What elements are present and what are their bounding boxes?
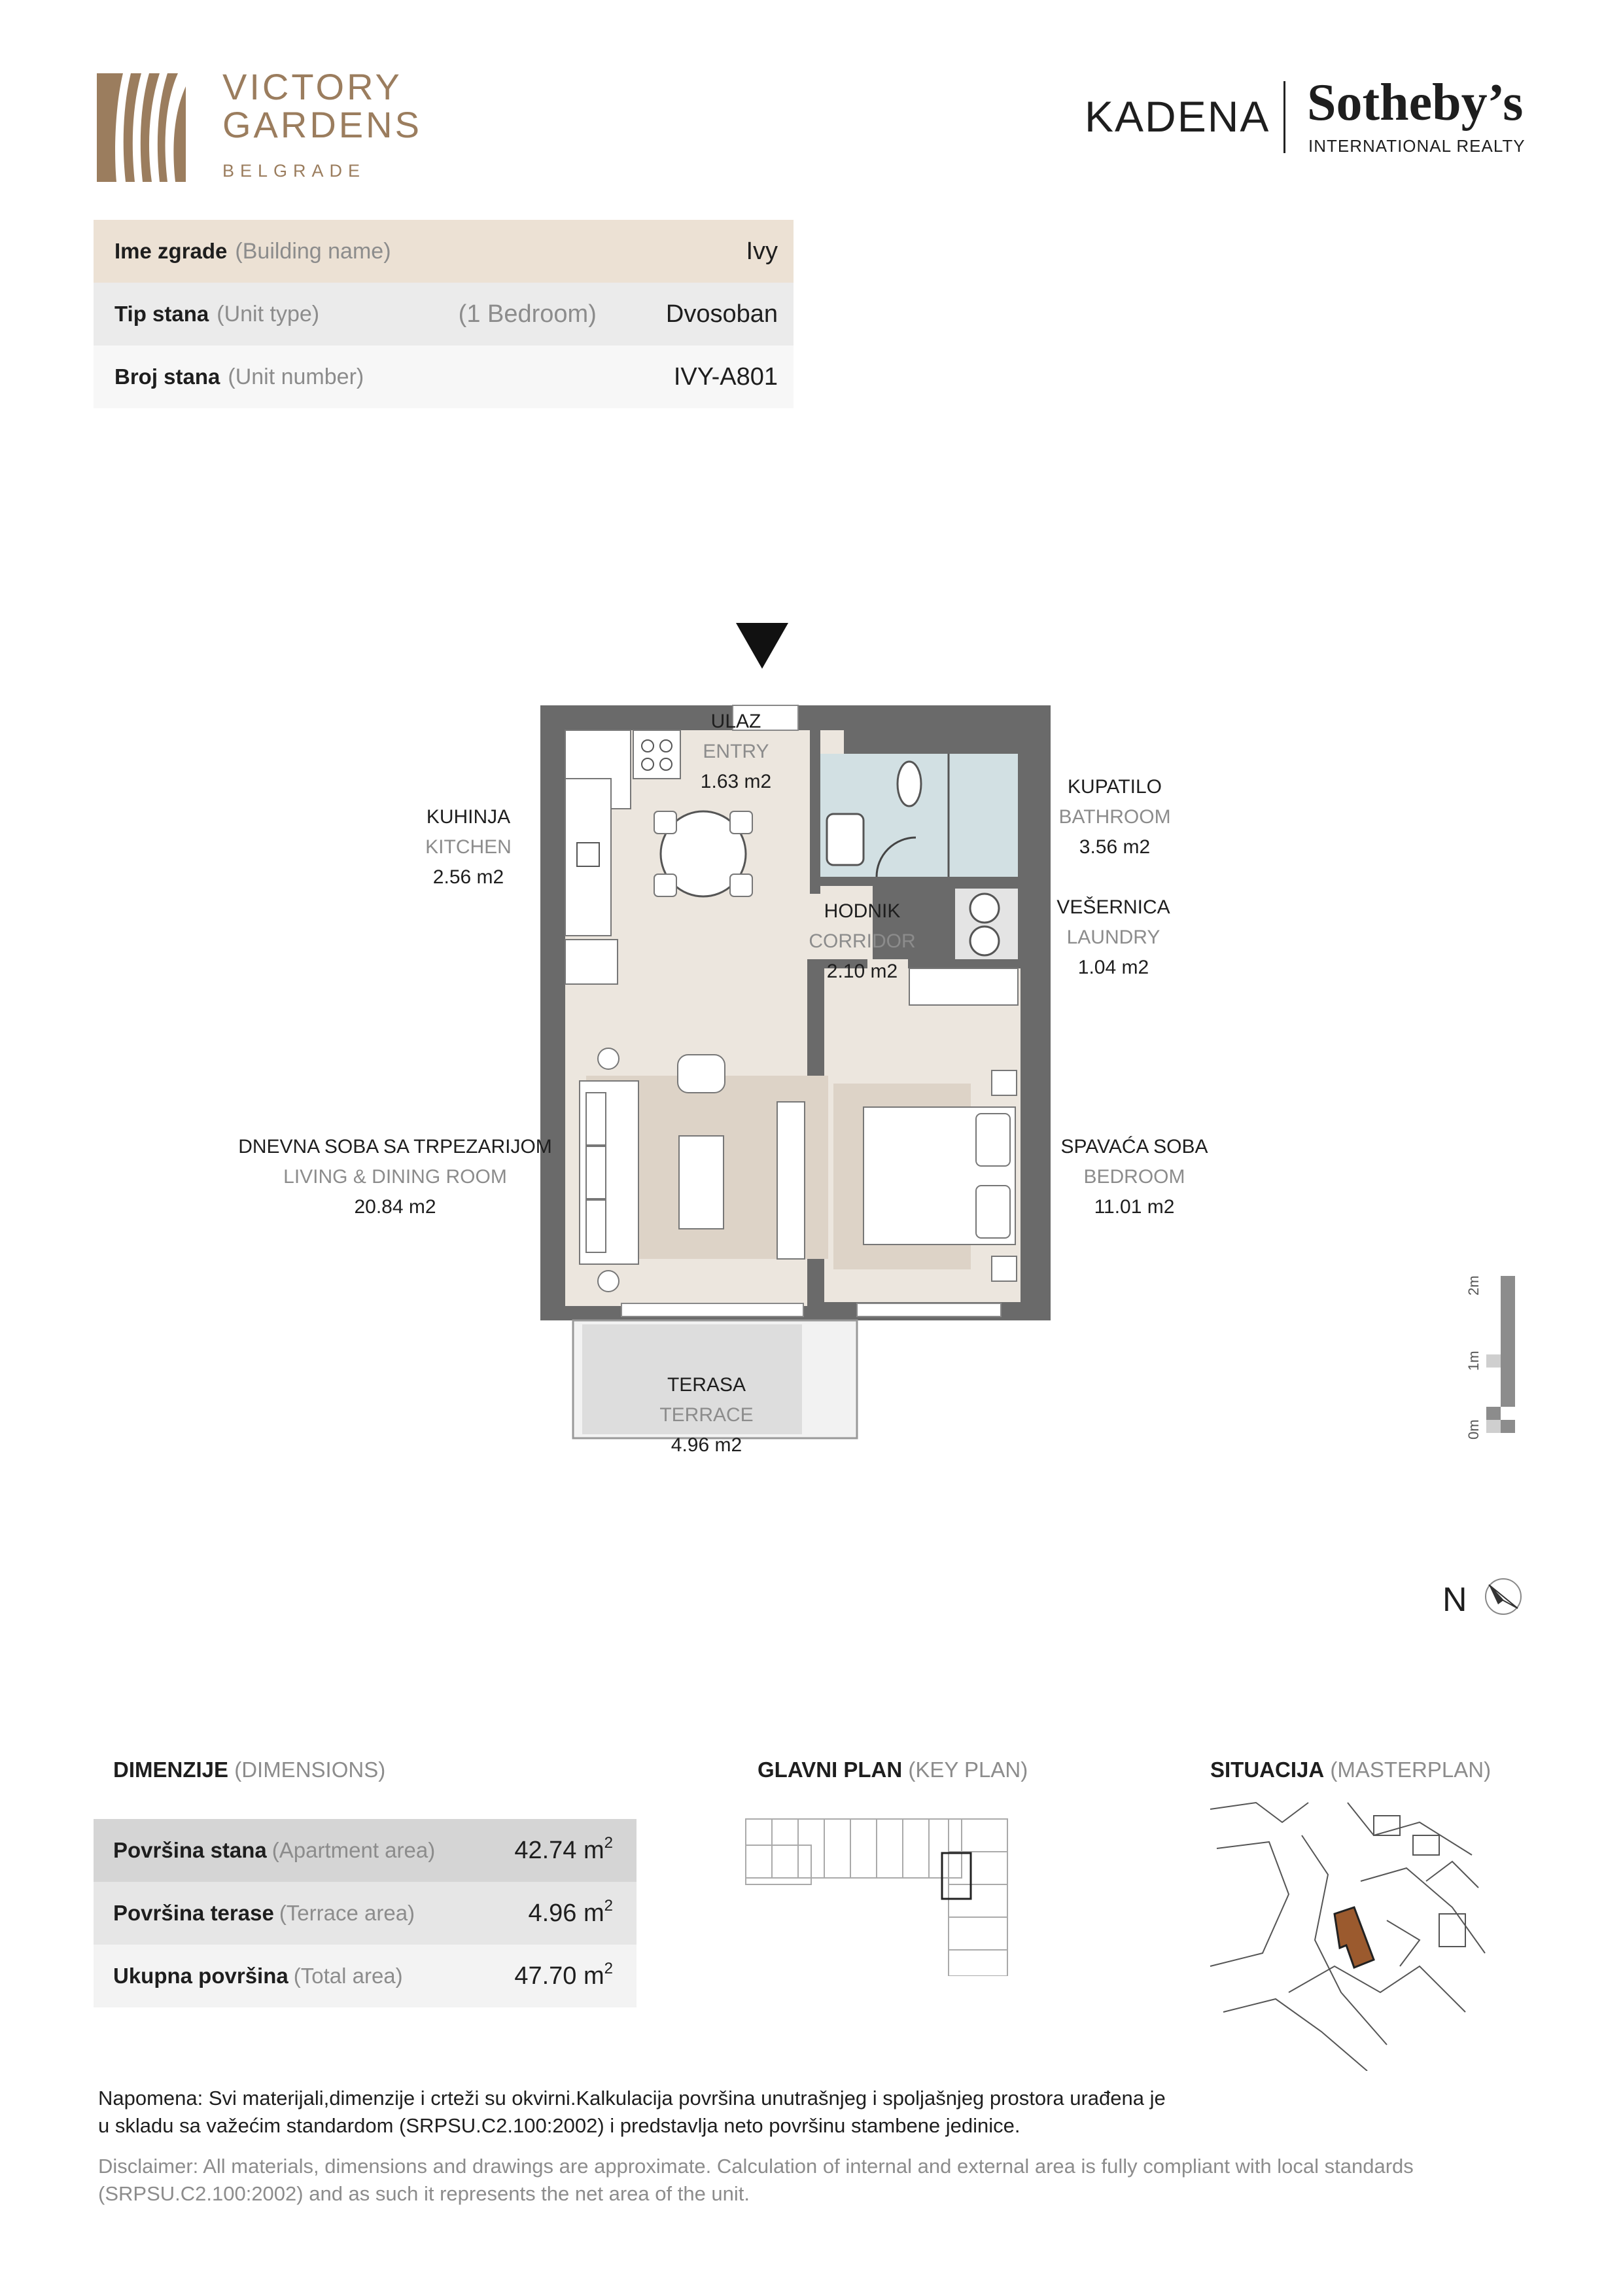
room-label-living: DNEVNA SOBA SA TRPEZARIJOM LIVING & DINING ROOM 20.84 m2 bbox=[238, 1136, 552, 1218]
note-en: Disclaimer: All materials, dimensions and drawings are approximate. Calculation of internal and external area is fully compliant with local standards (SRPSU.C2.100:2002) and as such it represents the net area of the unit. bbox=[98, 2155, 1414, 2205]
scale-label-2m: 2m bbox=[1465, 1275, 1482, 1296]
info-label-en: (Unit number) bbox=[228, 364, 364, 389]
tv-unit bbox=[777, 1102, 805, 1259]
info-label-en: (Building name) bbox=[235, 238, 391, 264]
dimensions-title-sr: DIMENZIJE bbox=[113, 1757, 229, 1782]
room-label-bathroom: KUPATILO BATHROOM 3.56 m2 bbox=[1058, 776, 1171, 858]
brand-name-line1: VICTORY bbox=[222, 66, 402, 107]
info-value: IVY-A801 bbox=[673, 362, 778, 391]
masterplan-building-highlight bbox=[1335, 1907, 1374, 1968]
floor-plan bbox=[523, 615, 1112, 1485]
dim-value: 47.70 $m^2$ bbox=[514, 1959, 613, 1990]
dimensions-title-en: (DIMENSIONS) bbox=[234, 1757, 386, 1782]
kadena-logo: KADENA bbox=[1085, 92, 1270, 141]
scale-bar bbox=[1485, 1276, 1518, 1433]
partner-divider bbox=[1283, 81, 1285, 153]
masterplan-title: SITUACIJA (MASTERPLAN) bbox=[1210, 1757, 1492, 1782]
brand-name-line2: GARDENS bbox=[222, 104, 422, 145]
info-label-sr: Tip stana bbox=[114, 302, 209, 326]
room-label-terrace: TERASA TERRACE 4.96 m2 bbox=[659, 1374, 754, 1456]
keyplan-highlight bbox=[942, 1853, 971, 1899]
masterplan-diagram bbox=[1204, 1796, 1492, 2071]
info-value: Ivy bbox=[746, 237, 778, 265]
dim-value: 42.74 $m^2$ bbox=[514, 1833, 613, 1864]
note-sr: Napomena: Svi materijali,dimenzije i crteži su okvirni.Kalkulacija površina unutrašnjeg i spoljašnjeg prostora urađena je u skladu sa važećim standardom (SRPSU.C2.100:2002) i predstavlja neto površinu stambene jedinice. bbox=[98, 2087, 1166, 2137]
info-label-sr: Broj stana bbox=[114, 364, 220, 389]
info-extra: (1 Bedroom) bbox=[458, 300, 597, 328]
north-arrow-icon bbox=[1484, 1577, 1523, 1616]
room-label-kitchen: KUHINJA KITCHEN 2.56 m2 bbox=[425, 806, 512, 888]
entry-arrow-icon bbox=[736, 623, 788, 669]
dim-row-apartment: Površina stana (Apartment area) 42.74 $m^2$ bbox=[94, 1819, 637, 1882]
north-label: N bbox=[1442, 1581, 1467, 1619]
brand-name bbox=[222, 68, 422, 144]
dim-value: 4.96 $m^2$ bbox=[528, 1896, 613, 1927]
victory-gardens-logo-icon bbox=[97, 73, 186, 182]
sothebys-logo: Sotheby’s bbox=[1307, 74, 1524, 132]
coffee-table bbox=[679, 1136, 724, 1229]
room-label-entry: ULAZ ENTRY 1.63 m2 bbox=[700, 711, 772, 792]
info-row-unit-number bbox=[94, 345, 794, 408]
info-row-building bbox=[94, 220, 794, 283]
room-label-laundry: VEŠERNICA LAUNDRY 1.04 m2 bbox=[1056, 896, 1170, 978]
info-value: Dvosoban bbox=[665, 300, 778, 328]
scale-label-0m: 0m bbox=[1465, 1419, 1482, 1439]
keyplan-title: GLAVNI PLAN (KEY PLAN) bbox=[758, 1757, 1028, 1782]
room-label-corridor: HODNIK CORRIDOR 2.10 m2 bbox=[809, 900, 916, 982]
info-row-unit-type bbox=[94, 283, 794, 345]
brand-city: BELGRADE bbox=[222, 161, 366, 181]
info-label-en: (Unit type) bbox=[217, 301, 320, 327]
dim-row-terrace: Površina terase (Terrace area) 4.96 $m^2$ bbox=[94, 1882, 637, 1945]
dimensions-title bbox=[113, 1757, 385, 1782]
room-label-bedroom: SPAVAĆA SOBA BEDROOM 11.01 m2 bbox=[1060, 1136, 1208, 1218]
keyplan-diagram bbox=[739, 1812, 1053, 1976]
scale-label-1m: 1m bbox=[1465, 1351, 1482, 1371]
info-label-sr: Ime zgrade bbox=[114, 239, 228, 263]
dim-row-total: Ukupna površina (Total area) 47.70 $m^2$ bbox=[94, 1945, 637, 2007]
sothebys-subtitle: INTERNATIONAL REALTY bbox=[1308, 136, 1526, 156]
